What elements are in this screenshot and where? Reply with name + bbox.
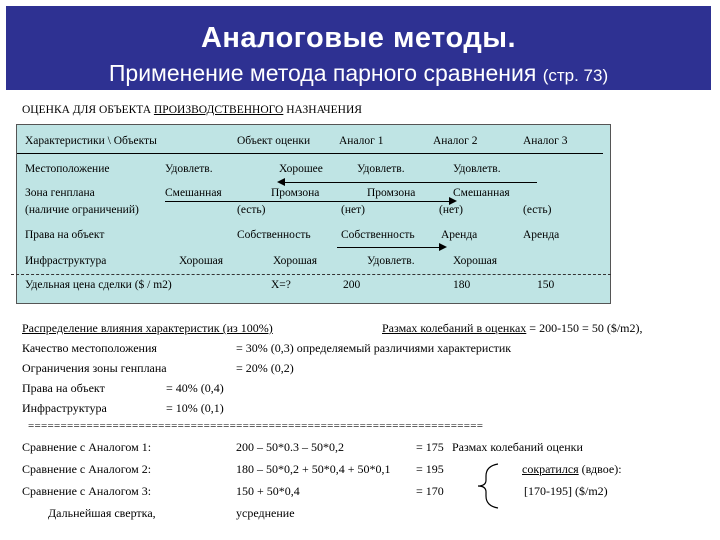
row-price-analog-1: 200 — [343, 279, 361, 291]
arrow-right-icon — [449, 197, 457, 205]
dashed-divider — [11, 274, 611, 275]
range-label: Размах колебаний в оценках — [382, 321, 527, 335]
distribution-title: Распределение влияния характеристик (из 100%) — [22, 321, 273, 335]
comparison-note — [522, 462, 622, 477]
arrow-line — [337, 247, 441, 248]
comparison-label: Сравнение с Аналогом 3: — [22, 484, 152, 498]
subtitle-text: Применение метода парного сравнения — [108, 60, 537, 86]
comparison-note-text: (вдвое): — [581, 462, 622, 476]
row-location-analog-3: Удовлетв. — [453, 163, 501, 175]
table-caption — [22, 104, 362, 116]
comparison-result: = 175 — [416, 440, 444, 454]
comparison-formula: 200 – 50*0.3 – 50*0,2 — [236, 440, 344, 454]
footer-label: Дальнейшая свертка, — [48, 506, 156, 520]
footer-value: усреднение — [236, 506, 295, 520]
row-price-subject: X=? — [271, 279, 291, 291]
row-restrictions-label: (наличие ограничений) — [25, 204, 139, 216]
weight-row-value: = 10% (0,1) — [166, 401, 224, 415]
comparison-label: Сравнение с Аналогом 1: — [22, 440, 152, 454]
header-divider — [17, 153, 603, 154]
comparison-formula: 150 + 50*0,4 — [236, 484, 300, 498]
row-location-subject: Удовлетв. — [165, 163, 213, 175]
col-header-analog-3: Аналог 3 — [523, 135, 568, 147]
row-restrictions-analog-1: (нет) — [341, 204, 365, 216]
weight-row-value: = 30% (0,3) определяемый различиями характеристик — [236, 341, 512, 355]
row-rights-label: Права на объект — [25, 229, 105, 241]
slide-title: Аналоговые методы. — [200, 22, 517, 54]
row-infrastructure-analog-1: Хорошая — [273, 255, 318, 267]
row-restrictions-analog-2: (нет) — [439, 204, 463, 216]
weight-row-label: Инфраструктура — [22, 401, 107, 415]
arrow-right-icon — [439, 243, 447, 251]
slide-header — [6, 6, 711, 90]
col-header-analog-1: Аналог 1 — [339, 135, 384, 147]
comparison-label: Сравнение с Аналогом 2: — [22, 462, 152, 476]
comparison-note: [170-195] ($/m2) — [524, 484, 608, 498]
row-rights-analog-3: Аренда — [523, 229, 560, 241]
col-header-subject: Объект оценки — [237, 135, 311, 147]
slide-subtitle — [6, 60, 711, 87]
page-reference: (стр. 73) — [542, 66, 609, 85]
arrow-line — [165, 201, 451, 202]
row-zoning-subject: Смешанная — [165, 187, 222, 199]
range-value: = 200-150 = 50 ($/m2), — [529, 321, 643, 335]
row-infrastructure-analog-3: Хорошая — [453, 255, 498, 267]
weight-row-label: Ограничения зоны генплана — [22, 361, 167, 375]
row-price-label: Удельная цена сделки ($ / m2) — [25, 279, 172, 291]
row-zoning-analog-3: Смешанная — [453, 187, 510, 199]
comparison-table — [16, 124, 611, 304]
comparison-note-underlined: сократился — [522, 462, 579, 476]
row-rights-subject: Собственность — [237, 229, 311, 241]
row-zoning-label: Зона генплана — [25, 187, 95, 199]
row-restrictions-analog-3: (есть) — [523, 204, 552, 216]
row-zoning-analog-2: Промзона — [367, 187, 416, 199]
curly-brace-icon — [476, 462, 502, 510]
row-zoning-analog-1: Промзона — [271, 187, 320, 199]
row-restrictions-subject: (есть) — [237, 204, 266, 216]
weight-row-label: Качество местоположения — [22, 341, 157, 355]
row-price-analog-3: 150 — [537, 279, 555, 291]
row-infrastructure-analog-2: Удовлетв. — [367, 255, 415, 267]
weight-row-label: Права на объект — [22, 381, 105, 395]
comparison-result: = 170 — [416, 484, 444, 498]
comparison-result: = 195 — [416, 462, 444, 476]
caption-prefix: ОЦЕНКА ДЛЯ ОБЪЕКТА — [22, 104, 152, 116]
row-price-analog-2: 180 — [453, 279, 471, 291]
row-rights-analog-1: Собственность — [341, 229, 415, 241]
comparison-formula: 180 – 50*0,2 + 50*0,4 + 50*0,1 — [236, 462, 391, 476]
comparison-note: Размах колебаний оценки — [452, 440, 583, 454]
section-separator: ====================================================================== — [28, 420, 484, 432]
col-header-analog-2: Аналог 2 — [433, 135, 478, 147]
row-infrastructure-subject: Хорошая — [179, 255, 224, 267]
col-header-characteristics: Характеристики \ Объекты — [25, 135, 157, 147]
caption-suffix: НАЗНАЧЕНИЯ — [286, 104, 362, 116]
weight-row-value: = 40% (0,4) — [166, 381, 224, 395]
weight-row-value: = 20% (0,2) — [236, 361, 294, 375]
row-location-label: Местоположение — [25, 163, 110, 175]
row-rights-analog-2: Аренда — [441, 229, 478, 241]
caption-underlined: ПРОИЗВОДСТВЕННОГО — [153, 104, 284, 116]
row-location-analog-2: Удовлетв. — [357, 163, 405, 175]
row-location-analog-1: Хорошее — [279, 163, 323, 175]
range-statement — [382, 321, 643, 336]
row-infrastructure-label: Инфраструктура — [25, 255, 107, 267]
arrow-line — [283, 182, 537, 183]
